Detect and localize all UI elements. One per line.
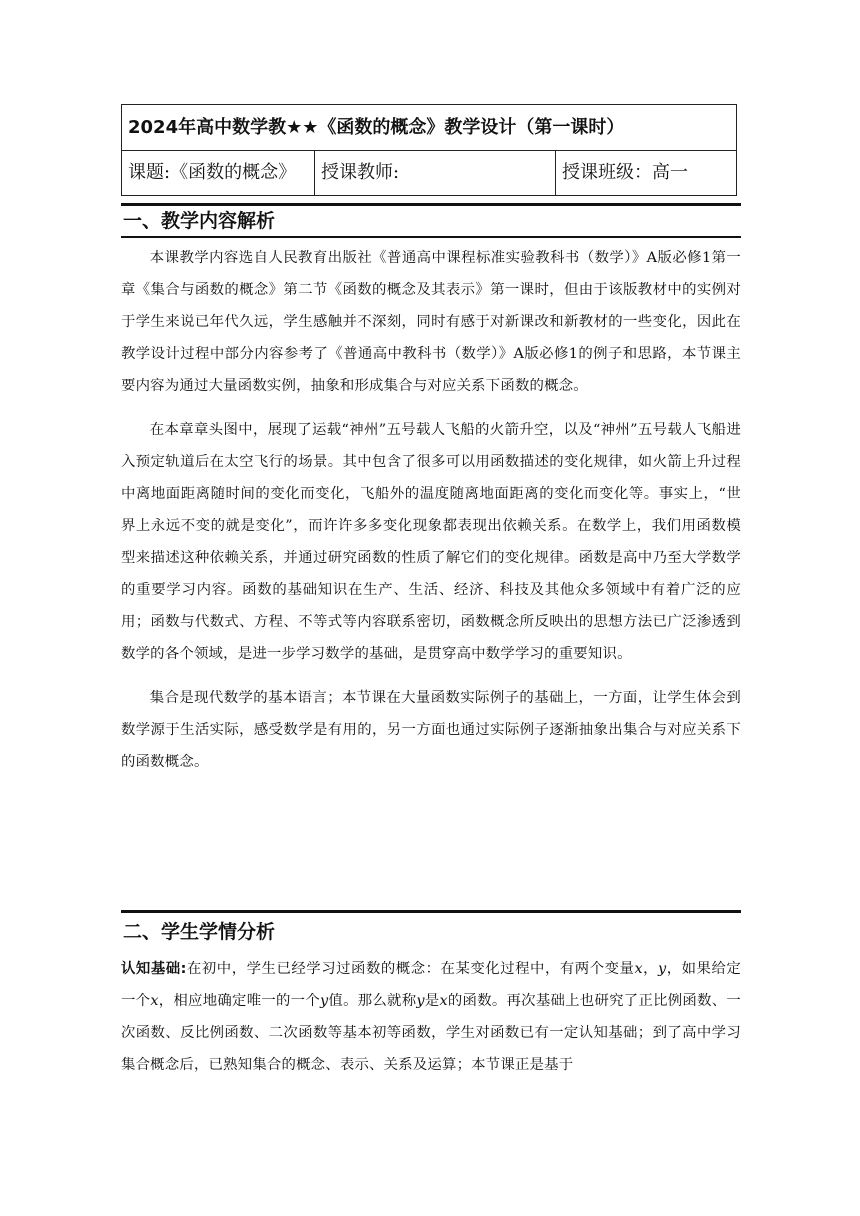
section-content-analysis (121, 203, 741, 778)
lesson-topic: 课题:《函数的概念》 (122, 151, 315, 196)
paragraph-2: 在本章章头图中，展现了运载“神州”五号载人飞船的火箭升空，以及“神州”五号载人飞船进入预定轨道后在太空飞行的场景。其中包含了很多可以用函数描述的变化规律，如火箭上升过程中离地面距离随时间的变化而变化，飞船外的温度随离地面距离的变化而变化等。事实上，“世界上永远不变的就是变化”，而许许多多变化现象都表现出依赖关系。在数学上，我们用函数模型来描述这种依赖关系，并通过研究函数的性质了解它们的变化规律。函数是高中乃至大学数学的重要学习内容。函数的基础知识在生产、生活、经济、科技及其他众多领域中有着广泛的应用；函数与代数式、方程、不等式等内容联系密切，函数概念所反映出的思想方法已广泛渗透到数学的各个领域，是进一步学习数学的基础，是贯穿高中数学学习的重要知识。 (121, 422, 741, 662)
cognitive-basis-paragraph: 认知基础:在初中，学生已经学习过函数的概念：在某变化过程中，有两个变量x，y，如果给定一个x，相应地确定唯一的一个y值。那么就称y是x的函数。再次基础上也研究了正比例函数、一次函数、反比例函数、二次函数等基本初等函数，学生对函数已有一定认知基础；到了高中学习集合概念后，已熟知集合的概念、表示、关系及运算；本节课正是基于 (121, 961, 742, 1073)
section-heading: 一、教学内容解析 (123, 210, 276, 232)
section-student-analysis (121, 910, 741, 1081)
section-rule-top (121, 910, 741, 913)
paragraph-3: 集合是现代数学的基本语言；本节课在大量函数实际例子的基础上，一方面，让学生体会到数学源于生活实际，感受数学是有用的，另一方面也通过实际例子逐渐抽象出集合与对应关系下的函数概念。 (121, 690, 741, 770)
lesson-class: 授课班级：高一 (556, 151, 737, 196)
lesson-header-table (121, 104, 737, 196)
section-heading: 二、学生学情分析 (123, 921, 276, 943)
cognitive-basis-label: 认知基础: (121, 961, 187, 977)
lesson-teacher: 授课教师: (315, 151, 556, 196)
paragraph-1: 本课教学内容选自人民教育出版社《普通高中课程标准实验教科书（数学）》A版必修1第一章《集合与函数的概念》第二节《函数的概念及其表示》第一课时，但由于该版教材中的实例对于学生来说已年代久远，学生感触并不深刻，同时有感于对新课改和新教材的一些变化，因此在教学设计过程中部分内容参考了《普通高中教科书（数学）》A版必修1的例子和思路，本节课主要内容为通过大量函数实例，抽象和形成集合与对应关系下函数的概念。 (121, 250, 741, 394)
document-title: 2024年高中数学教★★《函数的概念》教学设计（第一课时） (122, 105, 737, 151)
